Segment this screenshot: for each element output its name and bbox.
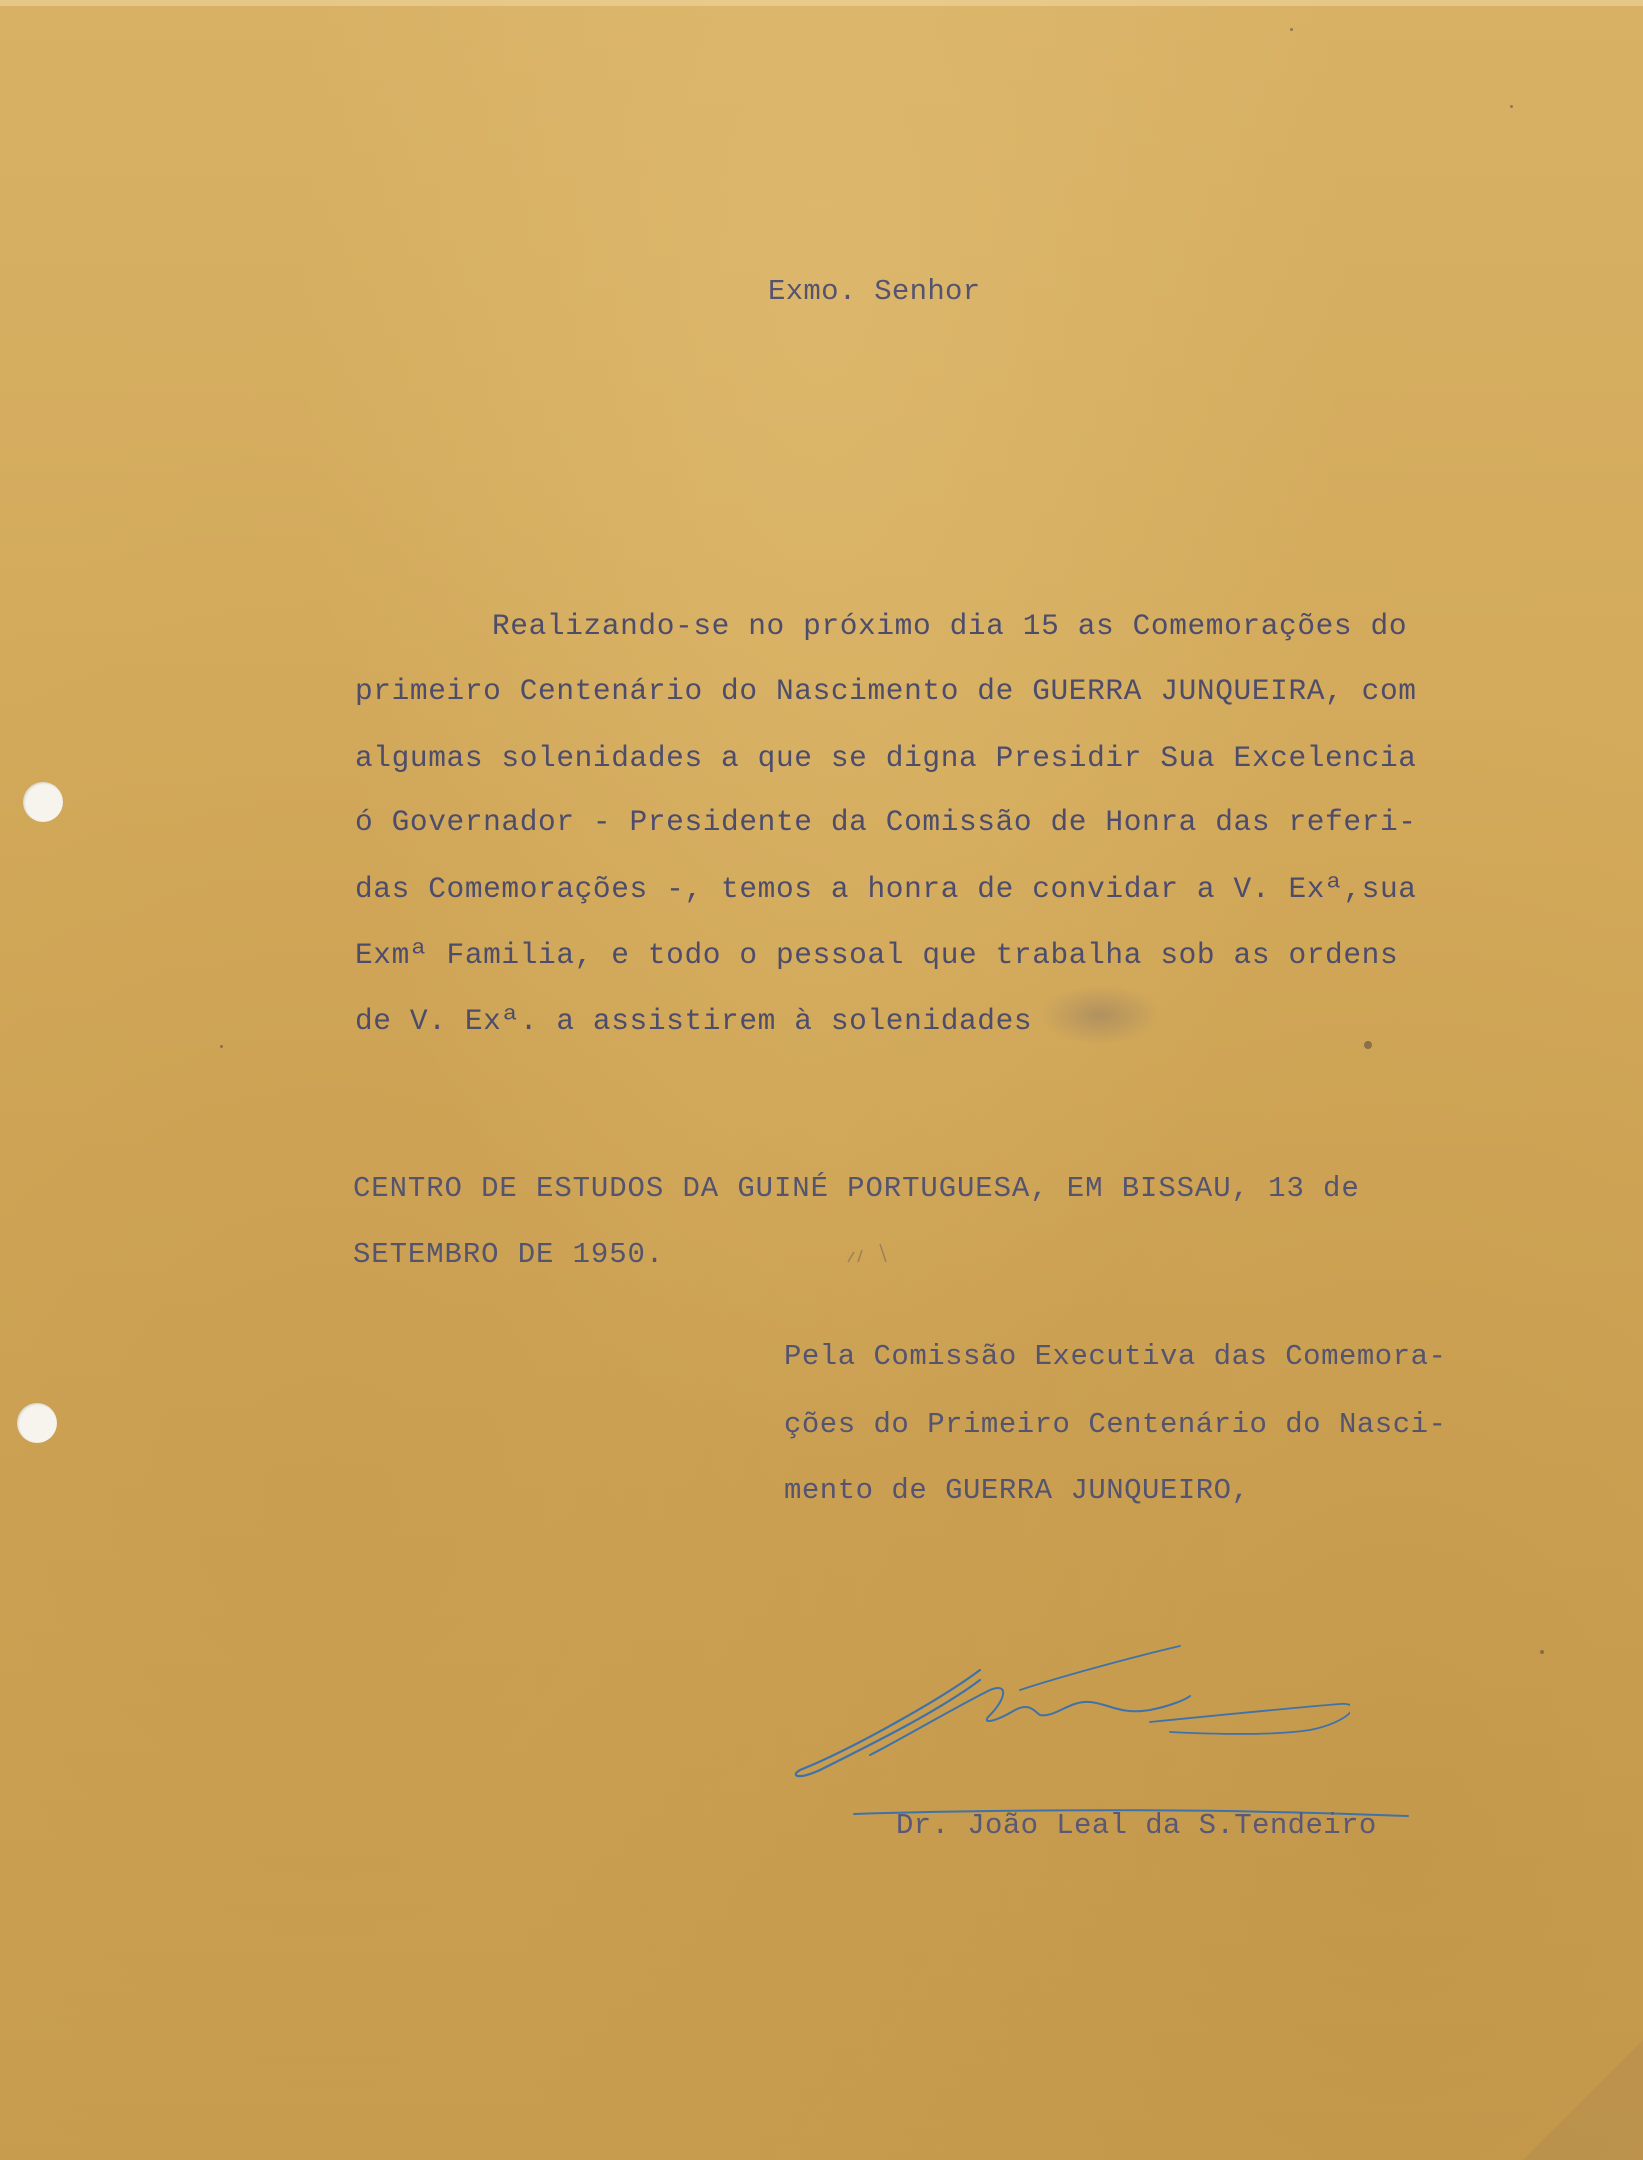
ink-speck bbox=[220, 1045, 223, 1048]
place-date-line-1: CENTRO DE ESTUDOS DA GUINÉ PORTUGUESA, EM BISSAU, 13 de bbox=[353, 1172, 1360, 1205]
ink-speck bbox=[1510, 105, 1513, 108]
signatory-name: Dr. João Leal da S.Tendeiro bbox=[896, 1809, 1377, 1842]
place-date-line-2: SETEMBRO DE 1950. bbox=[353, 1238, 665, 1271]
paper-top-edge bbox=[0, 0, 1643, 6]
salutation: Exmo. Senhor bbox=[768, 275, 981, 308]
ink-speck bbox=[1540, 1650, 1544, 1654]
ink-speck bbox=[1290, 28, 1293, 31]
body-line-1: Realizando-se no próximo dia 15 as Comemorações do bbox=[492, 609, 1408, 643]
ink-smudge bbox=[1040, 985, 1160, 1045]
closing-line-2: ções do Primeiro Centenário do Nasci- bbox=[784, 1408, 1447, 1441]
punch-hole-lower bbox=[17, 1403, 57, 1443]
body-line-4: ó Governador - Presidente da Comissão de Honra das referi- bbox=[355, 805, 1417, 839]
body-line-7: de V. Exª. a assistirem à solenidades bbox=[355, 1004, 1033, 1038]
body-line-6: Exmª Familia, e todo o pessoal que trabalha sob as ordens bbox=[355, 938, 1399, 972]
body-line-2: primeiro Centenário do Nascimento de GUERRA JUNQUEIRA, com bbox=[355, 674, 1417, 708]
punch-hole-upper bbox=[23, 782, 63, 822]
body-line-3: algumas solenidades a que se digna Presidir Sua Excelencia bbox=[355, 741, 1417, 775]
ink-speck bbox=[1364, 1041, 1372, 1049]
pencil-mark bbox=[840, 1240, 920, 1270]
corner-fold bbox=[1523, 2040, 1643, 2160]
handwritten-signature bbox=[790, 1630, 1350, 1790]
body-line-5: das Comemorações -, temos a honra de convidar a V. Exª,sua bbox=[355, 872, 1417, 906]
closing-line-3: mento de GUERRA JUNQUEIRO, bbox=[784, 1474, 1250, 1507]
closing-line-1: Pela Comissão Executiva das Comemora- bbox=[784, 1340, 1447, 1373]
